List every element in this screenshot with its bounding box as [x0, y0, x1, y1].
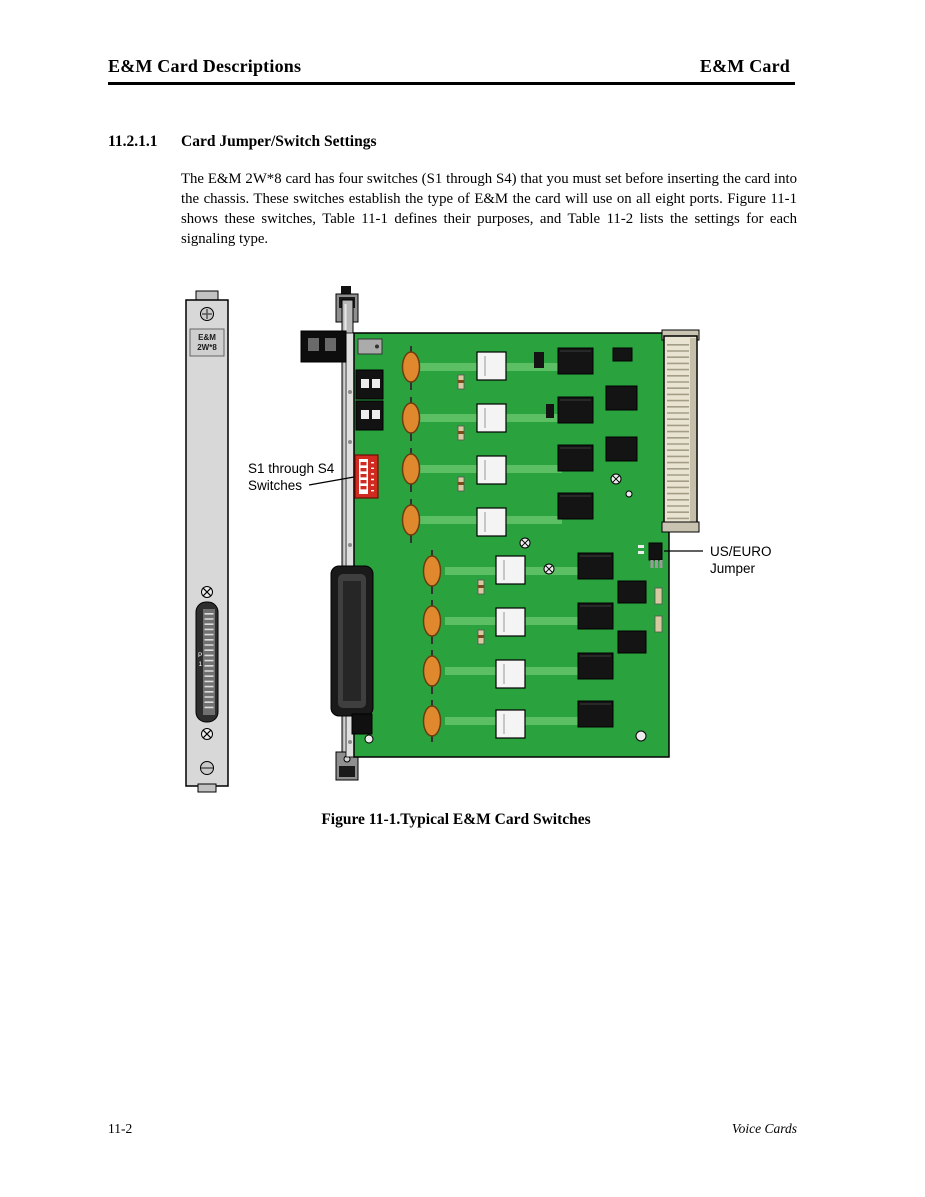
ic-chip [558, 397, 593, 423]
card-faceplate [186, 291, 228, 792]
screw-icon [365, 735, 373, 743]
ic-chip [606, 437, 637, 461]
switch-callout-line1: S1 through S4 [248, 461, 335, 476]
jumper-callout-line1: US/EURO [710, 544, 772, 559]
relay [477, 352, 506, 380]
faceplate-label-line1: E&M [198, 333, 216, 342]
jumper-callout [664, 544, 772, 576]
relay [477, 404, 506, 432]
ic-chip [618, 631, 646, 653]
connector-label-1: 1 [198, 661, 203, 668]
ic-chip [558, 348, 593, 374]
footer-document-title: Voice Cards [731, 1121, 797, 1136]
din-edge-connector [662, 330, 699, 532]
screw-icon [636, 731, 646, 741]
header-right-title: E&M Card [699, 56, 790, 76]
faceplate-screw-cross-bottom-icon [202, 729, 213, 740]
connector-label-p: P [198, 652, 203, 659]
relay [496, 660, 525, 688]
jumper-callout-line2: Jumper [710, 561, 756, 576]
figure-caption: Figure 11-1.Typical E&M Card Switches [321, 811, 591, 828]
ic-chip [578, 653, 613, 679]
power-connector [301, 331, 346, 362]
faceplate-label-line2: 2W*8 [197, 343, 217, 352]
relay [496, 710, 525, 738]
telco-connector [331, 566, 373, 734]
faceplate-screw-top-icon [201, 308, 214, 321]
screw-icon [520, 538, 530, 548]
body-paragraph: The E&M 2W*8 card has four switches (S1 through S4) that you must set before inserting the card into the chassis. These switches establish the type of E&M the card will use on all eight ports. Figure 11-1 shows these switches, Table 11-1 defines their purposes, and Table 11-2 lists the settings for each signaling type. [181, 171, 797, 247]
relay [496, 608, 525, 636]
ic-chip [618, 581, 646, 603]
ic-chip [578, 701, 613, 727]
switch-callout-line2: Switches [248, 478, 303, 493]
section-number: 11.2.1.1 [108, 133, 158, 150]
ic-chip [578, 553, 613, 579]
ic-chip [558, 445, 593, 471]
pcb-board [301, 330, 699, 757]
terminal-block-1 [356, 370, 383, 399]
ic-chip [606, 386, 637, 410]
switch-callout [248, 461, 354, 493]
screw-icon [611, 474, 621, 484]
small-gray-module [358, 339, 382, 354]
faceplate-connector-p1 [196, 602, 218, 722]
relay [496, 556, 525, 584]
section-title: Card Jumper/Switch Settings [181, 133, 377, 150]
faceplate-screw-bottom-icon [201, 762, 214, 775]
screw-icon [626, 491, 632, 497]
ic-chip [558, 493, 593, 519]
header-left-title: E&M Card Descriptions [108, 56, 302, 76]
relay [477, 508, 506, 536]
screw-icon [544, 564, 554, 574]
relay [477, 456, 506, 484]
ic-chip [578, 603, 613, 629]
faceplate-screw-cross-top-icon [202, 587, 213, 598]
terminal-block-2 [356, 401, 383, 430]
footer-page-number: 11-2 [108, 1121, 133, 1136]
faceplate-label-box [190, 329, 224, 356]
ic-chip [613, 348, 632, 361]
dip-switch-s1-s4 [355, 455, 378, 498]
